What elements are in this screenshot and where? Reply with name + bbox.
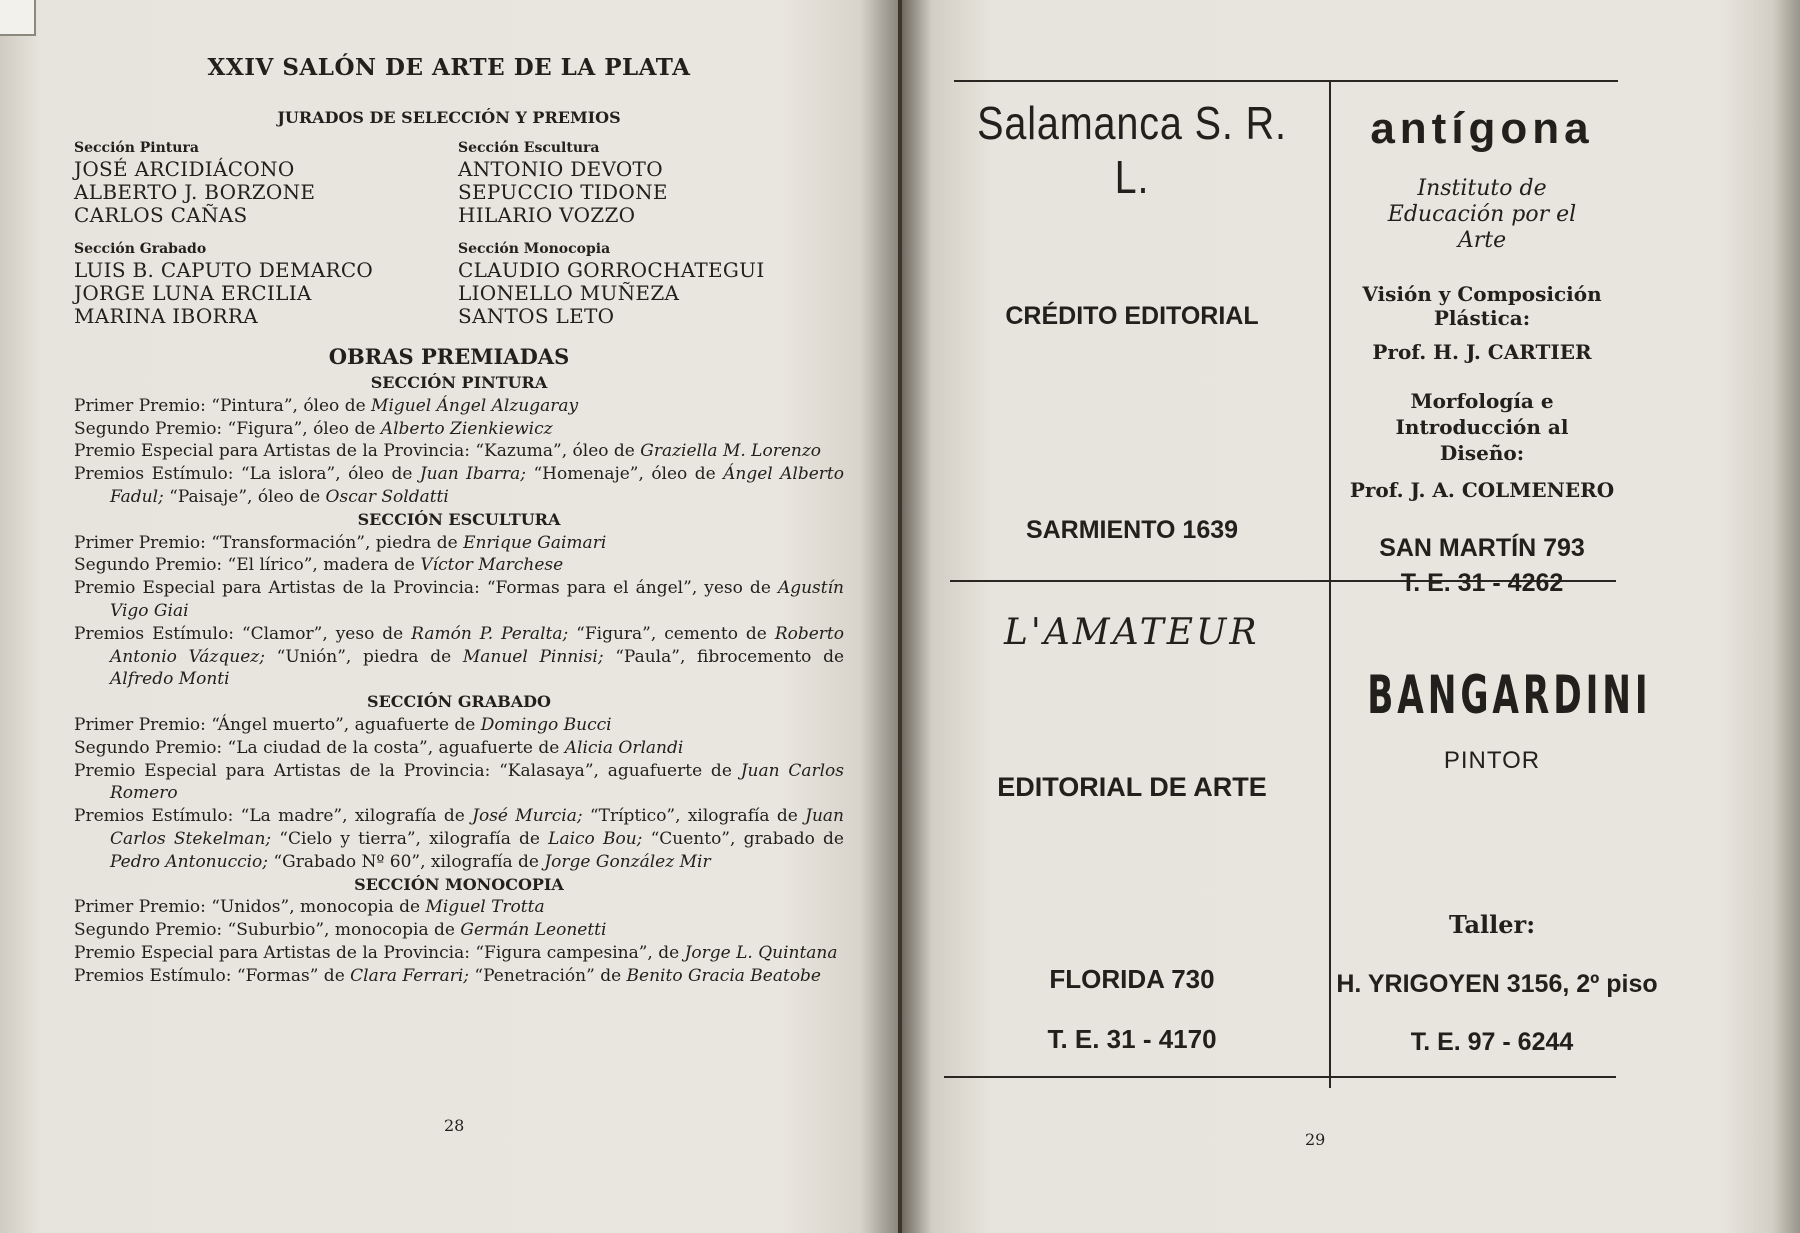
antigona-phone: T. E. 31 - 4262	[1400, 569, 1564, 597]
corner-tab	[0, 0, 36, 36]
award-entry: Premio Especial para Artistas de la Provincia: “Formas para el ángel”, yeso de Agustín Vigo Giai	[74, 578, 844, 621]
award-section-heading: SECCIÓN GRABADO	[367, 692, 551, 712]
amateur-line: EDITORIAL DE ARTE	[997, 772, 1267, 802]
artist-name: Manuel Pinnisi;	[462, 646, 604, 667]
award-entry: Primer Premio: “Transformación”, piedra de Enrique Gaimari	[74, 532, 607, 553]
jury-section-title: Sección Monocopia	[458, 241, 611, 257]
bottom-rule	[944, 1076, 1616, 1078]
award-entry: Premios Estímulo: “Formas” de Clara Ferrari; “Penetración” de Benito Gracia Beatobe	[74, 965, 821, 986]
award-entry: Primer Premio: “Ángel muerto”, aguafuerte de Domingo Bucci	[74, 714, 612, 735]
jury-member: SEPUCCIO TIDONE	[458, 180, 668, 204]
bangardini-name: BANGARDINI	[1367, 664, 1652, 727]
award-section-heading: SECCIÓN MONOCOPIA	[354, 874, 564, 894]
amateur-name: L'AMATEUR	[1004, 612, 1260, 653]
jury-member: LUIS B. CAPUTO DEMARCO	[74, 258, 374, 282]
artist-name: Pedro Antonuccio;	[110, 851, 269, 872]
award-entry: Premios Estímulo: “La islora”, óleo de Juan Ibarra; “Homenaje”, óleo de Ángel Alberto Fadul; “Paisaje”, óleo de Oscar Soldatti	[74, 464, 845, 507]
jury-member: MARINA IBORRA	[74, 304, 259, 328]
center-rule	[1329, 80, 1331, 1088]
jury-section-title: Sección Grabado	[74, 241, 207, 257]
artist-name: Ángel Alberto Fadul;	[110, 464, 845, 507]
artist-name: Alberto Zienkiewicz	[380, 418, 553, 439]
artist-name: Enrique Gaimari	[463, 532, 607, 553]
award-entry: Premio Especial para Artistas de la Provincia: “Kazuma”, óleo de Graziella M. Lorenzo	[74, 441, 822, 462]
artist-name: José Murcia;	[472, 806, 583, 827]
awards-title: OBRAS PREMIADAS	[328, 344, 570, 369]
award-entry: Segundo Premio: “Figura”, óleo de Alberto Zienkiewicz	[74, 418, 553, 439]
artist-name: Alicia Orlandi	[564, 737, 684, 758]
artist-name: Juan Carlos Romero	[110, 760, 845, 804]
artist-name: Domingo Bucci	[480, 714, 612, 735]
bangardini-phone: T. E. 97 - 6244	[1410, 1028, 1574, 1056]
bangardini-address: H. YRIGOYEN 3156, 2º piso	[1336, 970, 1658, 998]
salamanca-line: CRÉDITO EDITORIAL	[1005, 302, 1259, 330]
jury-member: CARLOS CAÑAS	[74, 203, 248, 227]
bangardini-taller: Taller:	[1448, 910, 1536, 939]
award-entry: Segundo Premio: “Suburbio”, monocopia de Germán Leonetti	[74, 920, 607, 941]
award-entry: Premios Estímulo: “Clamor”, yeso de Ramón P. Peralta; “Figura”, cemento de Roberto Antonio Vázquez; “Unión”, piedra de Manuel Pinnisi; “Paula”, fibrocemento de Alfredo Monti	[74, 623, 845, 690]
award-entry: Segundo Premio: “El lírico”, madera de Víctor Marchese	[74, 555, 564, 576]
page-number: 29	[1305, 1130, 1326, 1149]
jury-member: CLAUDIO GORROCHATEGUI	[458, 258, 765, 282]
page-title: XXIV SALÓN DE ARTE DE LA PLATA	[207, 54, 691, 81]
salamanca-name: Salamanca S. R. L.	[977, 97, 1287, 203]
jury-section-title: Sección Escultura	[458, 140, 600, 156]
award-entry: Segundo Premio: “La ciudad de la costa”, aguafuerte de Alicia Orlandi	[74, 737, 684, 758]
ad-bangardini	[1332, 664, 1652, 775]
ad-salamanca	[942, 96, 1322, 204]
antigona-address: SAN MARTÍN 793	[1379, 534, 1585, 562]
page-number: 28	[444, 1116, 465, 1135]
antigona-teacher-2: Prof. J. A. COLMENERO	[1349, 478, 1615, 502]
award-section-heading: SECCIÓN ESCULTURA	[357, 509, 561, 529]
artist-name: Juan Carlos Stekelman;	[110, 806, 845, 849]
artist-name: Jorge L. Quintana	[684, 942, 838, 963]
jury-member: ALBERTO J. BORZONE	[74, 180, 316, 204]
artist-name: Graziella M. Lorenzo	[640, 441, 822, 462]
award-entry: Primer Premio: “Unidos”, monocopia de Miguel Trotta	[74, 897, 545, 918]
jury-column-left	[74, 138, 373, 328]
artist-name: Jorge González Mir	[544, 851, 711, 872]
right-page	[902, 0, 1800, 1233]
ad-antigona	[1332, 104, 1632, 598]
amateur-phone: T. E. 31 - 4170	[1047, 1024, 1217, 1054]
award-entry: Premios Estímulo: “La madre”, xilografía de José Murcia; “Tríptico”, xilografía de Juan Carlos Stekelman; “Cielo y tierra”, xilografía de Laico Bou; “Cuento”, grabado de Pedro Antonuccio; “Grabado Nº 60”, xilografía de Jorge González Mir	[74, 806, 845, 872]
artist-name: Oscar Soldatti	[325, 486, 449, 507]
jury-member: SANTOS LETO	[458, 304, 615, 328]
top-rule	[954, 80, 1618, 82]
artist-name: Roberto Antonio Vázquez;	[110, 623, 844, 667]
awards-list	[74, 372, 844, 988]
jury-section-title: Sección Pintura	[74, 140, 199, 156]
jury-member: JOSÉ ARCIDIÁCONO	[74, 157, 295, 181]
jury-member: LIONELLO MUÑEZA	[458, 281, 680, 305]
artist-name: Alfredo Monti	[110, 669, 230, 690]
jury-subtitle: JURADOS DE SELECCIÓN Y PREMIOS	[277, 108, 621, 127]
bangardini-role: PINTOR	[1443, 747, 1541, 774]
salamanca-address: SARMIENTO 1639	[1025, 516, 1239, 544]
artist-name: Clara Ferrari;	[350, 965, 470, 986]
artist-name: Miguel Ángel Alzugaray	[371, 395, 579, 416]
antigona-tagline: Instituto de Educación por el Arte	[1387, 176, 1577, 253]
artist-name: Laico Bou;	[548, 828, 643, 849]
jury-column-right	[458, 138, 765, 328]
left-page	[0, 0, 898, 1233]
jury-member: HILARIO VOZZO	[458, 203, 636, 227]
jury-member: JORGE LUNA ERCILIA	[74, 281, 312, 305]
award-entry: Primer Premio: “Pintura”, óleo de Miguel Ángel Alzugaray	[74, 395, 579, 416]
artist-name: Germán Leonetti	[460, 920, 607, 941]
jury-member: ANTONIO DEVOTO	[458, 157, 663, 181]
artist-name: Ramón P. Peralta;	[411, 623, 569, 644]
artist-name: Víctor Marchese	[420, 555, 564, 576]
amateur-address: FLORIDA 730	[1049, 964, 1215, 994]
award-entry: Premio Especial para Artistas de la Provincia: “Figura campesina”, de Jorge L. Quintana	[74, 942, 838, 963]
antigona-teacher-1: Prof. H. J. CARTIER	[1372, 340, 1592, 364]
artist-name: Miguel Trotta	[425, 897, 545, 918]
award-entry: Premio Especial para Artistas de la Provincia: “Kalasaya”, aguafuerte de Juan Carlos Romero	[74, 760, 845, 804]
antigona-name: antígona	[1370, 104, 1594, 153]
artist-name: Benito Gracia Beatobe	[626, 965, 821, 986]
artist-name: Agustín Vigo Giai	[110, 578, 844, 621]
artist-name: Juan Ibarra;	[419, 464, 526, 485]
antigona-course-1: Visión y Composición Plástica:	[1362, 282, 1602, 330]
antigona-course-2: Morfología e Introducción al Diseño:	[1395, 389, 1569, 465]
award-section-heading: SECCIÓN PINTURA	[370, 373, 548, 392]
